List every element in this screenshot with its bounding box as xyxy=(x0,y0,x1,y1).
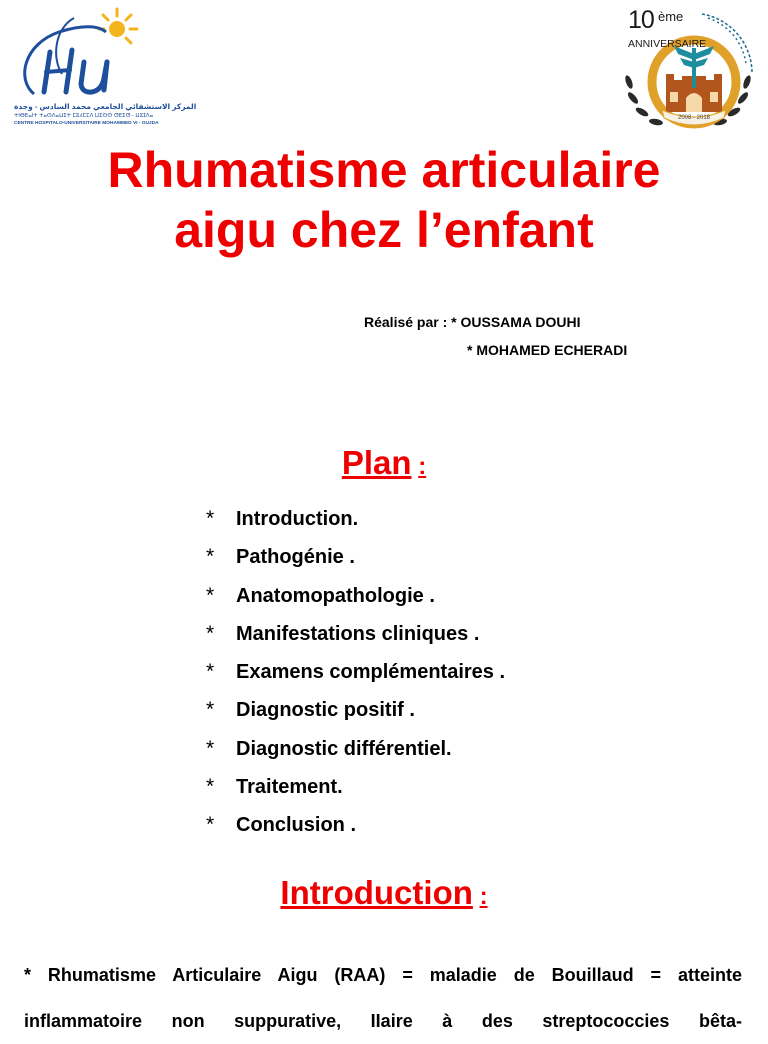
plan-item xyxy=(206,734,505,772)
sun-icon xyxy=(99,9,137,43)
introduction-heading-label: Introduction xyxy=(280,874,473,911)
bullet-icon: * xyxy=(206,583,215,607)
anniversary-logo xyxy=(618,2,758,132)
document-title xyxy=(0,140,768,260)
plan-item xyxy=(206,581,505,619)
anniversary-suffix: ème xyxy=(658,9,684,24)
plan-item-label: Diagnostic différentiel. xyxy=(236,737,452,760)
chu-caption-tifinagh: ⵜⵏⴱⴹⴰⵏⵜ ⵜⴰⵙⴷⴰⵡⵉⵜ ⵎⵓⵃⵎⵎⴷ ⵡⵉⵙⵙ ⵚⴹⵉⵚ - ⵡⵓⵊⴷⴰ xyxy=(14,113,154,119)
anniversary-years: 2008 - 2018 xyxy=(677,115,711,121)
plan-item-label: Traitement. xyxy=(236,776,343,799)
introduction-heading-colon: : xyxy=(479,883,488,910)
plan-item xyxy=(206,695,505,733)
title-line-2: aigu chez l’enfant xyxy=(174,202,594,258)
introduction-line-1: * Rhumatisme Articulaire Aigu (RAA) = maladie de Bouillaud = atteinte xyxy=(24,965,742,985)
bullet-icon: * xyxy=(206,775,215,799)
plan-item-label: Introduction. xyxy=(236,508,359,530)
chu-caption-french: CENTRE HOSPITALO-UNIVERSITAIRE MOHAMMED VI - OUJDA xyxy=(14,121,159,126)
bullet-icon: * xyxy=(206,507,215,530)
introduction-line-2: inflammatoire non suppurative, IIaire à des streptococcies bêta- xyxy=(24,1011,742,1031)
plan-item-label: Anatomopathologie . xyxy=(236,584,435,607)
bullet-icon: * xyxy=(206,698,215,722)
plan-heading-colon: : xyxy=(418,453,427,480)
bullet-icon: * xyxy=(206,813,215,837)
anniversary-number: 10 xyxy=(628,6,654,34)
plan-item-label: Examens complémentaires . xyxy=(236,661,506,684)
plan-list xyxy=(206,504,505,849)
title-line-1: Rhumatisme articulaire xyxy=(107,142,661,198)
bullet-icon: * xyxy=(206,660,215,684)
plan-item xyxy=(206,542,505,580)
plan-item xyxy=(206,772,505,810)
plan-item-label: Diagnostic positif . xyxy=(236,699,415,722)
introduction-paragraph xyxy=(24,952,742,1044)
plan-item-label: Pathogénie . xyxy=(236,546,355,569)
plan-item xyxy=(206,619,505,657)
bullet-icon: * xyxy=(206,545,215,569)
plan-item xyxy=(206,657,505,695)
plan-item-label: Conclusion . xyxy=(236,814,356,837)
chu-logo xyxy=(14,4,197,132)
bullet-icon: * xyxy=(206,736,215,760)
plan-heading-label: Plan xyxy=(341,444,412,481)
bullet-icon: * xyxy=(206,621,215,645)
plan-item xyxy=(206,504,505,542)
plan-heading xyxy=(0,444,768,482)
plan-item-label: Manifestations cliniques . xyxy=(236,622,480,645)
chu-caption-arabic: المركز الاستشفائي الجامعي محمد السادس - وجدة xyxy=(14,102,197,111)
plan-item xyxy=(206,810,505,848)
author-line-1: Réalisé par : * OUSSAMA DOUHI xyxy=(364,314,581,330)
author-line-2: * MOHAMED ECHERADI xyxy=(467,342,628,358)
anniversary-word: ANNIVERSAIRE xyxy=(628,38,707,50)
introduction-heading xyxy=(0,874,768,912)
chu-logo-graphic xyxy=(14,4,144,104)
